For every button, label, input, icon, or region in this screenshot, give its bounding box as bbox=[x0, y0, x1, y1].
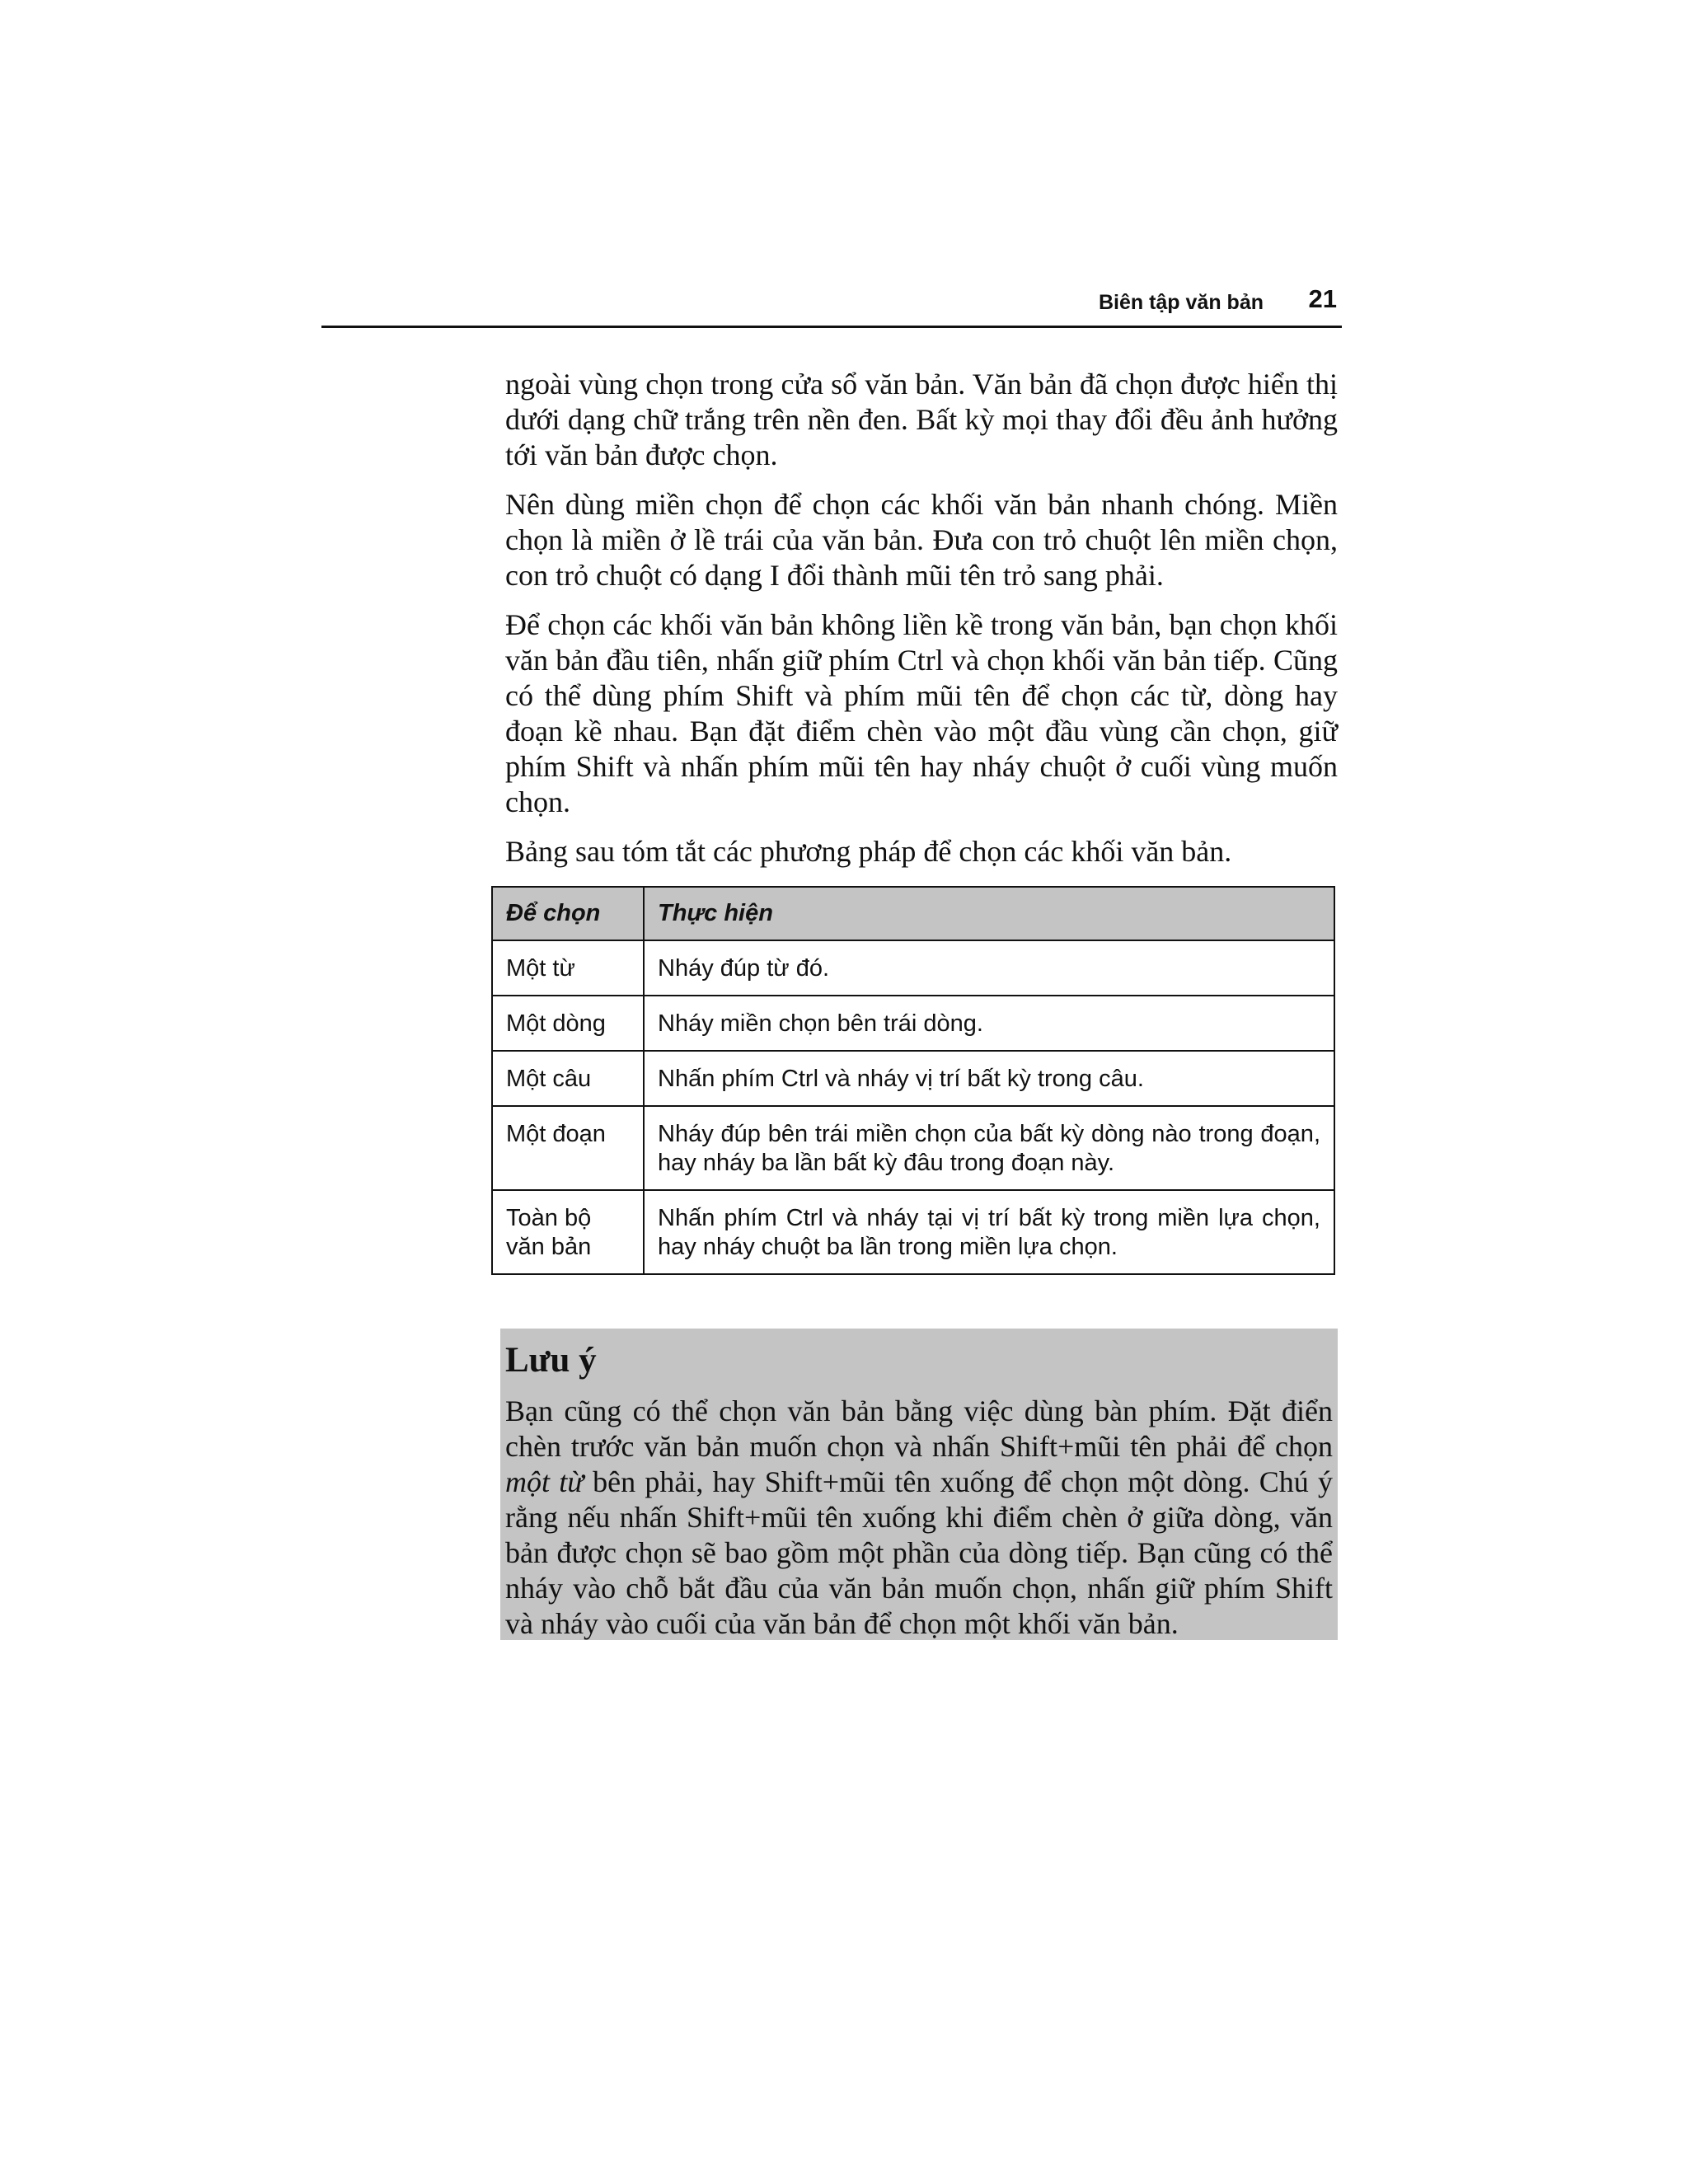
note-text-part: bên phải, hay Shift+mũi tên xuống để chọn một dòng. Chú ý rằng nếu nhấn Shift+mũi tên xuống khi điểm chèn ở giữa dòng, văn bản được chọn sẽ bao gồm một phần của dòng tiếp. Bạn cũng có thể nháy vào chỗ bắt đầu của văn bản muốn chọn, nhấn giữ phím Shift và nháy vào cuối của văn bản để chọn một khối văn bản. bbox=[505, 1465, 1334, 1640]
table-row bbox=[492, 1190, 1334, 1274]
table-row bbox=[492, 1106, 1334, 1190]
paragraph: Nên dùng miền chọn để chọn các khối văn bản nhanh chóng. Miền chọn là miền ở lề trái của văn bản. Đưa con trỏ chuột lên miền chọn, con trỏ chuột có dạng I đổi thành mũi tên trỏ sang phải. bbox=[505, 488, 1338, 592]
table-cell: Toàn bộ văn bản bbox=[492, 1190, 644, 1274]
section-title: Biên tập văn bản bbox=[1098, 291, 1264, 314]
body-text bbox=[505, 367, 1338, 883]
paragraph: ngoài vùng chọn trong cửa sổ văn bản. Văn bản đã chọn được hiển thị dưới dạng chữ trắng trên nền đen. Bất kỳ mọi thay đổi đều ảnh hưởng tới văn bản được chọn. bbox=[505, 368, 1338, 471]
table-cell: Nháy đúp bên trái miền chọn của bất kỳ dòng nào trong đoạn, hay nháy ba lần bất kỳ đâu trong đoạn này. bbox=[644, 1106, 1334, 1190]
paragraph: Bảng sau tóm tắt các phương pháp để chọn các khối văn bản. bbox=[505, 835, 1232, 868]
header-cell-select: Để chọn bbox=[492, 887, 644, 940]
note-text-italic: một từ bbox=[505, 1465, 584, 1498]
selection-methods-table bbox=[491, 886, 1335, 1275]
table-cell: Nháy miền chọn bên trái dòng. bbox=[644, 996, 1334, 1051]
note-text-part: Bạn cũng có thể chọn văn bản bằng việc dùng bàn phím. Đặt điển chèn trước văn bản muốn chọn và nhấn Shift+mũi tên phải để chọn bbox=[505, 1394, 1333, 1463]
note-title: Lưu ý bbox=[505, 1341, 597, 1380]
note-text bbox=[505, 1394, 1333, 1642]
table-row bbox=[492, 996, 1334, 1051]
page-number: 21 bbox=[1308, 284, 1337, 313]
table-cell: Một dòng bbox=[492, 996, 644, 1051]
table-row bbox=[492, 1051, 1334, 1106]
table-cell: Một câu bbox=[492, 1051, 644, 1106]
table-cell: Nhấn phím Ctrl và nháy tại vị trí bất kỳ trong miền lựa chọn, hay nháy chuột ba lần trong miền lựa chọn. bbox=[644, 1190, 1334, 1274]
table-cell: Một đoạn bbox=[492, 1106, 644, 1190]
table-cell: Một từ bbox=[492, 940, 644, 996]
table-cell: Nháy đúp từ đó. bbox=[644, 940, 1334, 996]
table-row bbox=[492, 940, 1334, 996]
note-box bbox=[500, 1329, 1338, 1640]
paragraph: Để chọn các khối văn bản không liền kề trong văn bản, bạn chọn khối văn bản đầu tiên, nhấn giữ phím Ctrl và chọn khối văn bản tiếp. Cũng có thể dùng phím Shift và phím mũi tên để chọn các từ, dòng hay đoạn kề nhau. Bạn đặt điểm chèn vào một đầu vùng cần chọn, giữ phím Shift và nhấn phím mũi tên hay nháy chuột ở cuối vùng muốn chọn. bbox=[505, 608, 1338, 818]
header-cell-action: Thực hiện bbox=[644, 887, 1334, 940]
table-header-row bbox=[492, 887, 1334, 940]
running-header bbox=[321, 284, 1342, 328]
table-cell: Nhấn phím Ctrl và nháy vị trí bất kỳ trong câu. bbox=[644, 1051, 1334, 1106]
